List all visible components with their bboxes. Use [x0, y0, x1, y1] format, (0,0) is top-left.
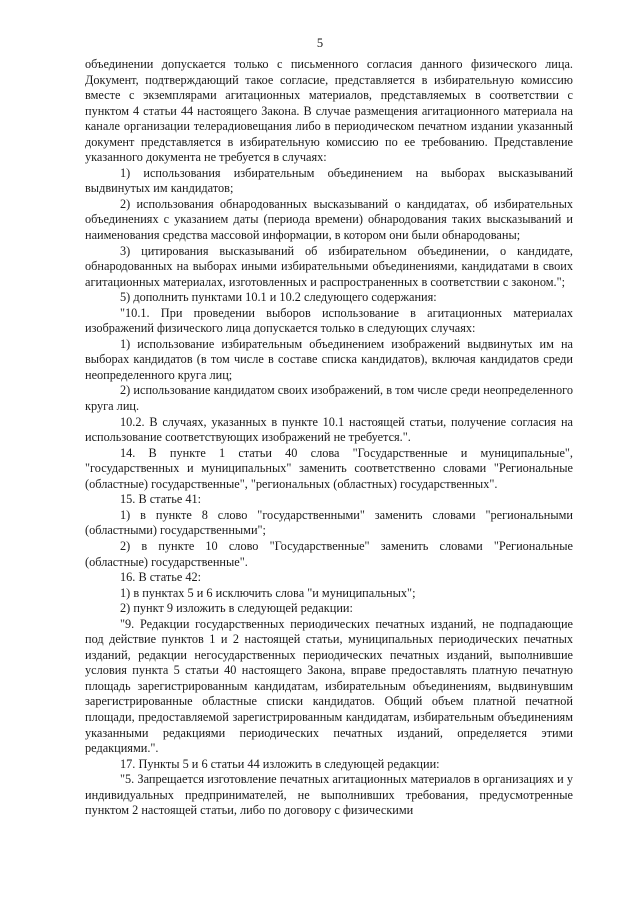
list-item: 1) использования избирательным объединением на выборах высказываний выдвинутых им кандидатов; [85, 165, 573, 196]
list-item: 1) в пункте 8 слово "государственными" заменить словами "региональными (областными) государственными"; [85, 507, 573, 538]
paragraph: 17. Пункты 5 и 6 статьи 44 изложить в следующей редакции: [120, 756, 440, 771]
list-item: 2) в пункте 10 слово "Государственные" заменить словами "Региональные (областные) государственные". [85, 538, 573, 569]
paragraph: объединении допускается только с письменного согласия данного физического лица. Документ, подтверждающий такое согласие, представляется в избирательную комиссию вместе с экземплярами агитационных материалов, представляемых в соответствии с пунктом 4 статьи 44 настоящего Закона. В случае размещения агитационного материала на канале организации телерадиовещания либо в периодическом печатном издании указанный документ представляется в избирательную комиссию по ее требованию. Представление указанного документа не требуется в случаях: [85, 57, 573, 165]
list-item: 3) цитирования высказываний об избирательном объединении, о кандидате, обнародованных на выборах иными избирательными объединениями, кандидатами в своих агитационных материалах, изготовленных и распространенных в соответствии с законом."; [85, 243, 573, 289]
list-item: 1) использование избирательным объединением изображений выдвинутых им на выборах кандидатов (в том числе в составе списка кандидатов), включая кандидатов среди неопределенного круга лиц; [85, 336, 573, 382]
paragraph: "5. Запрещается изготовление печатных агитационных материалов в организациях и у индивидуальных предпринимателей, не выполнивших требования, предусмотренные пунктом 2 настоящей статьи, либо по договору с физическими [85, 772, 573, 818]
paragraph: "9. Редакции государственных периодических печатных изданий, не подпадающие под действие пунктов 1 и 2 настоящей статьи, муниципальных периодических печатных изданий, редакции негосударственных периодических печатных изданий, выполнившие условия пункта 5 статьи 40 настоящего Закона, вправе предоставлять платную печатную площадь зарегистрированным кандидатам, избирательным объединениям, выдвинувшим зарегистрированные областные списки кандидатов. Общий объем платной печатной площади, предоставляемой зарегистрированным кандидатам, избирательным объединениям указанными редакциями периодических печатных изданий, определяется этими редакциями.". [85, 616, 573, 756]
paragraph: "10.1. При проведении выборов использование в агитационных материалах изображений физического лица допускается только в следующих случаях: [85, 305, 573, 336]
list-item: 2) использование кандидатом своих изображений, в том числе среди неопределенного круга лиц. [85, 383, 573, 414]
paragraph: 5) дополнить пунктами 10.1 и 10.2 следующего содержания: [120, 290, 437, 305]
paragraph: 15. В статье 41: [120, 492, 202, 507]
paragraph: 16. В статье 42: [120, 570, 202, 585]
list-item: 2) пункт 9 изложить в следующей редакции: [120, 601, 353, 616]
list-item: 2) использования обнародованных высказываний о кандидатах, об избирательных объединениях с указанием даты (периода времени) обнародования таких высказываний и наименования средства массовой информации, в котором они были обнародованы; [85, 196, 573, 243]
paragraph: 10.2. В случаях, указанных в пункте 10.1 настоящей статьи, получение согласия на использование соответствующих изображений не требуется.". [85, 414, 573, 445]
document-body [85, 57, 573, 819]
paragraph: 14. В пункте 1 статьи 40 слова "Государственные и муниципальные", "государственных и муниципальных" заменить соответственно словами "Региональные (областные) государственные", "региональных (областных) государственных". [85, 445, 573, 491]
list-item: 1) в пунктах 5 и 6 исключить слова "и муниципальных"; [120, 585, 416, 600]
page-number: 5 [316, 36, 324, 50]
